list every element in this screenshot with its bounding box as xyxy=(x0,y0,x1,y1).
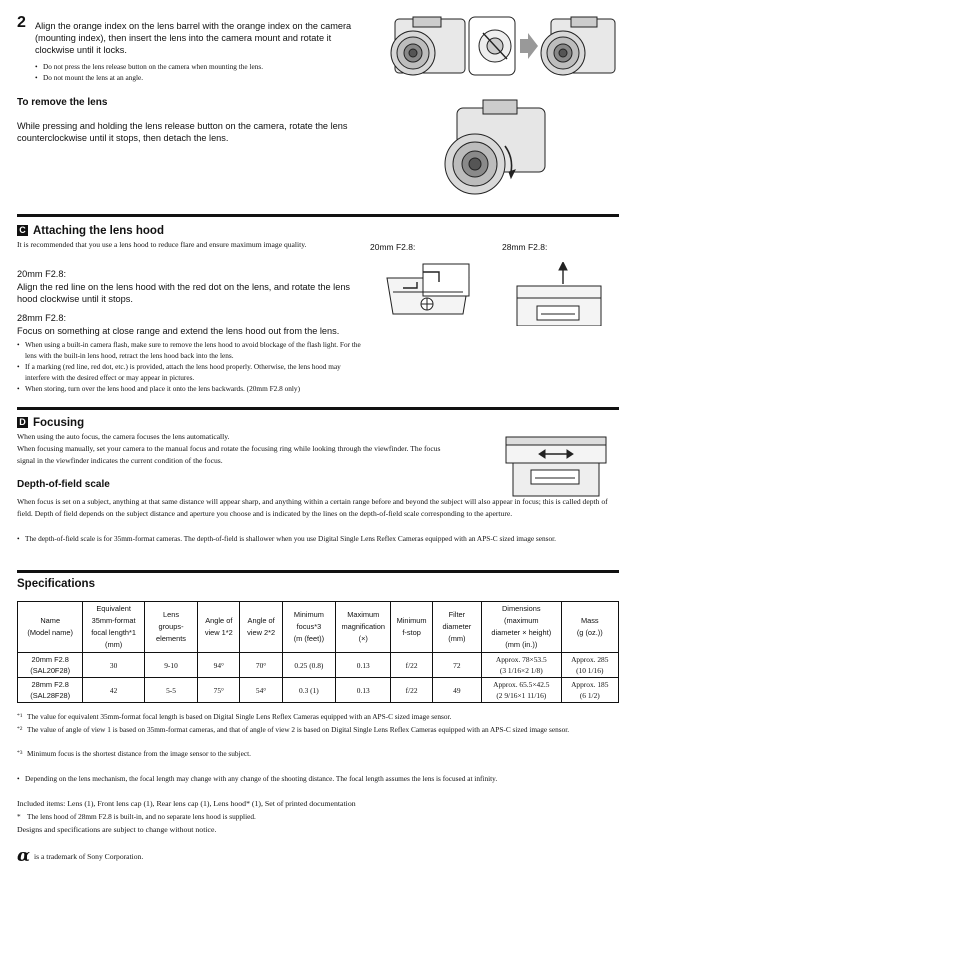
focus-title-text: Focusing xyxy=(33,417,85,429)
col-header: Lens groups- elements xyxy=(144,602,197,653)
lens-remove-illustration xyxy=(443,98,548,200)
hood-text-20: Align the red line on the lens hood with the red dot on the lens, and rotate the lens hood clockwise until it stops. xyxy=(17,282,351,304)
step2-text: Align the orange index on the lens barrel with the orange index on the camera (mounting index), then insert the lens into the camera mount and rotate it clockwise until it locks. xyxy=(35,21,352,55)
dof-text: When focus is set on a subject, anything at that same distance will appear sharp, and anything within a certain range before and beyond the subject will also appear in focus; this is called depth of field. Depth of field depends on the subject distance and aperture you choose and is indicated by the lines on the depth-of-field scale corresponding to the aperture. xyxy=(17,497,608,518)
cell-angle2: 70° xyxy=(240,653,282,678)
footnote-text: Minimum focus is the shortest distance from the image sensor to the subject. xyxy=(27,749,251,758)
remove-text: While pressing and holding the lens release button on the camera, rotate the lens counterclockwise until it stops, then detach the lens. xyxy=(17,121,348,143)
hood-28mm-illustration xyxy=(515,262,605,326)
section-rule xyxy=(17,214,619,217)
alpha-logo: α xyxy=(17,846,31,866)
disclaimer: Designs and specifications are subject to change without notice. xyxy=(17,825,217,834)
footnote-3 xyxy=(17,748,617,759)
remove-heading: To remove the lens xyxy=(17,97,108,108)
focus-title xyxy=(17,413,84,431)
focus-text-2: When focusing manually, set your camera to the manual focus and rotate the focusing ring while looking through the viewfinder. The focus signal in the viewfinder indicates the current condition of the focus. xyxy=(17,444,441,465)
col-header: Minimum f-stop xyxy=(391,602,432,653)
col-header: Maximum magnification (×) xyxy=(336,602,391,653)
trademark-line xyxy=(17,846,143,866)
hood-title-text: Attaching the lens hood xyxy=(33,225,164,237)
arrow-right-icon xyxy=(520,33,538,59)
footnote-2 xyxy=(17,724,617,735)
hood-bullets xyxy=(17,339,362,394)
fig-label-20: 20mm F2.8: xyxy=(370,242,416,252)
cell-dims: Approx. 65.5×42.5 (2 9/16×1 11/16) xyxy=(482,678,562,703)
cell-fstop: f/22 xyxy=(391,653,432,678)
cell-fstop: f/22 xyxy=(391,678,432,703)
footnote-text: The value of angle of view 1 is based on 35mm-format cameras, and that of angle of view 2 is based on Digital Single Lens Reflex Cameras equipped with an APS-C sized image sensor. xyxy=(27,725,570,734)
hood-title xyxy=(17,221,164,239)
cell-mass: Approx. 185 (6 1/2) xyxy=(561,678,618,703)
cell-groups: 5-5 xyxy=(144,678,197,703)
section-badge-c: C xyxy=(17,225,28,236)
focus-ring-illustration xyxy=(505,436,607,498)
cell-min-focus: 0.3 (1) xyxy=(282,678,335,703)
col-header: Minimum focus*3 (m (feet)) xyxy=(282,602,335,653)
col-header: Name (Model name) xyxy=(18,602,83,653)
footnote-mark: *3 xyxy=(17,750,23,756)
hood-20mm-illustration xyxy=(383,258,473,320)
cell-dims: Approx. 78×53.5 (3 1/16×2 1/8) xyxy=(482,653,562,678)
hood-label-20: 20mm F2.8: xyxy=(17,269,67,279)
cell-focal: 42 xyxy=(83,678,144,703)
footnote-1 xyxy=(17,711,617,722)
cell-mass: Approx. 285 (10 1/16) xyxy=(561,653,618,678)
cell-mag: 0.13 xyxy=(336,678,391,703)
specs-table xyxy=(17,601,619,703)
cell-min-focus: 0.25 (0.8) xyxy=(282,653,335,678)
cell-angle1: 94° xyxy=(198,653,240,678)
focal-note xyxy=(17,773,619,784)
cell-focal: 30 xyxy=(83,653,144,678)
table-row xyxy=(18,653,619,678)
col-header: Filter diameter (mm) xyxy=(432,602,481,653)
footnote-mark: *2 xyxy=(17,726,23,732)
footnote-mark: *1 xyxy=(17,713,23,719)
included-note-mark: * xyxy=(17,812,21,821)
step2-bullet: • Do not mount the lens at an angle. xyxy=(35,72,355,83)
dof-bullet: • The depth-of-field scale is for 35mm-format cameras. The depth-of-field is shallower when you use Digital Single Lens Reflex Cameras equipped with an APS-C sized image sensor. xyxy=(17,533,619,544)
cell-filter: 49 xyxy=(432,678,481,703)
focal-note-bullet: • Depending on the lens mechanism, the focal length may change with any change of the shooting distance. The focal length assumes the lens is focused at infinity. xyxy=(17,773,619,784)
dof-bullets xyxy=(17,533,619,544)
cell-angle2: 54° xyxy=(240,678,282,703)
hood-bullet: • When using a built-in camera flash, make sure to remove the lens hood to avoid blockage of the flash light. For the lens with the built-in lens hood, retract the lens hood back into the lens. xyxy=(17,339,362,361)
included-note-text: The lens hood of 28mm F2.8 is built-in, and no separate lens hood is supplied. xyxy=(27,812,256,821)
cell-angle1: 75° xyxy=(198,678,240,703)
specs-title: Specifications xyxy=(17,578,95,590)
footnote-text: The value for equivalent 35mm-format focal length is based on Digital Single Lens Reflex Cameras equipped with an APS-C sized image sensor. xyxy=(27,712,452,721)
lens-mount-illustration xyxy=(383,15,618,80)
cell-name: 20mm F2.8 (SAL20F28) xyxy=(18,653,83,678)
cell-name: 28mm F2.8 (SAL28F28) xyxy=(18,678,83,703)
cell-mag: 0.13 xyxy=(336,653,391,678)
step2-bullet: • Do not press the lens release button on the camera when mounting the lens. xyxy=(35,61,355,72)
focus-text-1: When using the auto focus, the camera focuses the lens automatically. xyxy=(17,432,230,441)
dof-heading: Depth-of-field scale xyxy=(17,479,110,490)
hood-label-28: 28mm F2.8: xyxy=(17,313,67,323)
included-note xyxy=(17,811,617,822)
included-items: Included items: Lens (1), Front lens cap (1), Rear lens cap (1), Lens hood* (1), Set of printed documentation xyxy=(17,799,356,808)
fig-label-28: 28mm F2.8: xyxy=(502,242,548,252)
col-header: Mass (g (oz.)) xyxy=(561,602,618,653)
section-rule xyxy=(17,407,619,410)
col-header: Angle of view 1*2 xyxy=(198,602,240,653)
col-header: Equivalent 35mm-format focal length*1 (mm) xyxy=(83,602,144,653)
hood-bullet: • When storing, turn over the lens hood and place it onto the lens backwards. (20mm F2.8 only) xyxy=(17,383,362,394)
trademark-text: is a trademark of Sony Corporation. xyxy=(34,852,144,861)
cell-filter: 72 xyxy=(432,653,481,678)
hood-bullet: • If a marking (red line, red dot, etc.) is provided, attach the lens hood properly. Otherwise, the lens hood may interfere with the desired effect or may appear in pictures. xyxy=(17,361,362,383)
hood-intro: It is recommended that you use a lens hood to reduce flare and ensure maximum image quality. xyxy=(17,240,307,249)
hood-text-28: Focus on something at close range and extend the lens hood out from the lens. xyxy=(17,326,340,336)
table-header-row xyxy=(18,602,619,653)
col-header: Angle of view 2*2 xyxy=(240,602,282,653)
arrow-up-icon xyxy=(559,262,567,270)
cell-groups: 9-10 xyxy=(144,653,197,678)
step-number: 2 xyxy=(17,14,26,31)
step2-bullets xyxy=(35,61,355,83)
col-header: Dimensions (maximum diameter × height) (mm (in.)) xyxy=(482,602,562,653)
section-rule xyxy=(17,570,619,573)
section-badge-d: D xyxy=(17,417,28,428)
table-row xyxy=(18,678,619,703)
